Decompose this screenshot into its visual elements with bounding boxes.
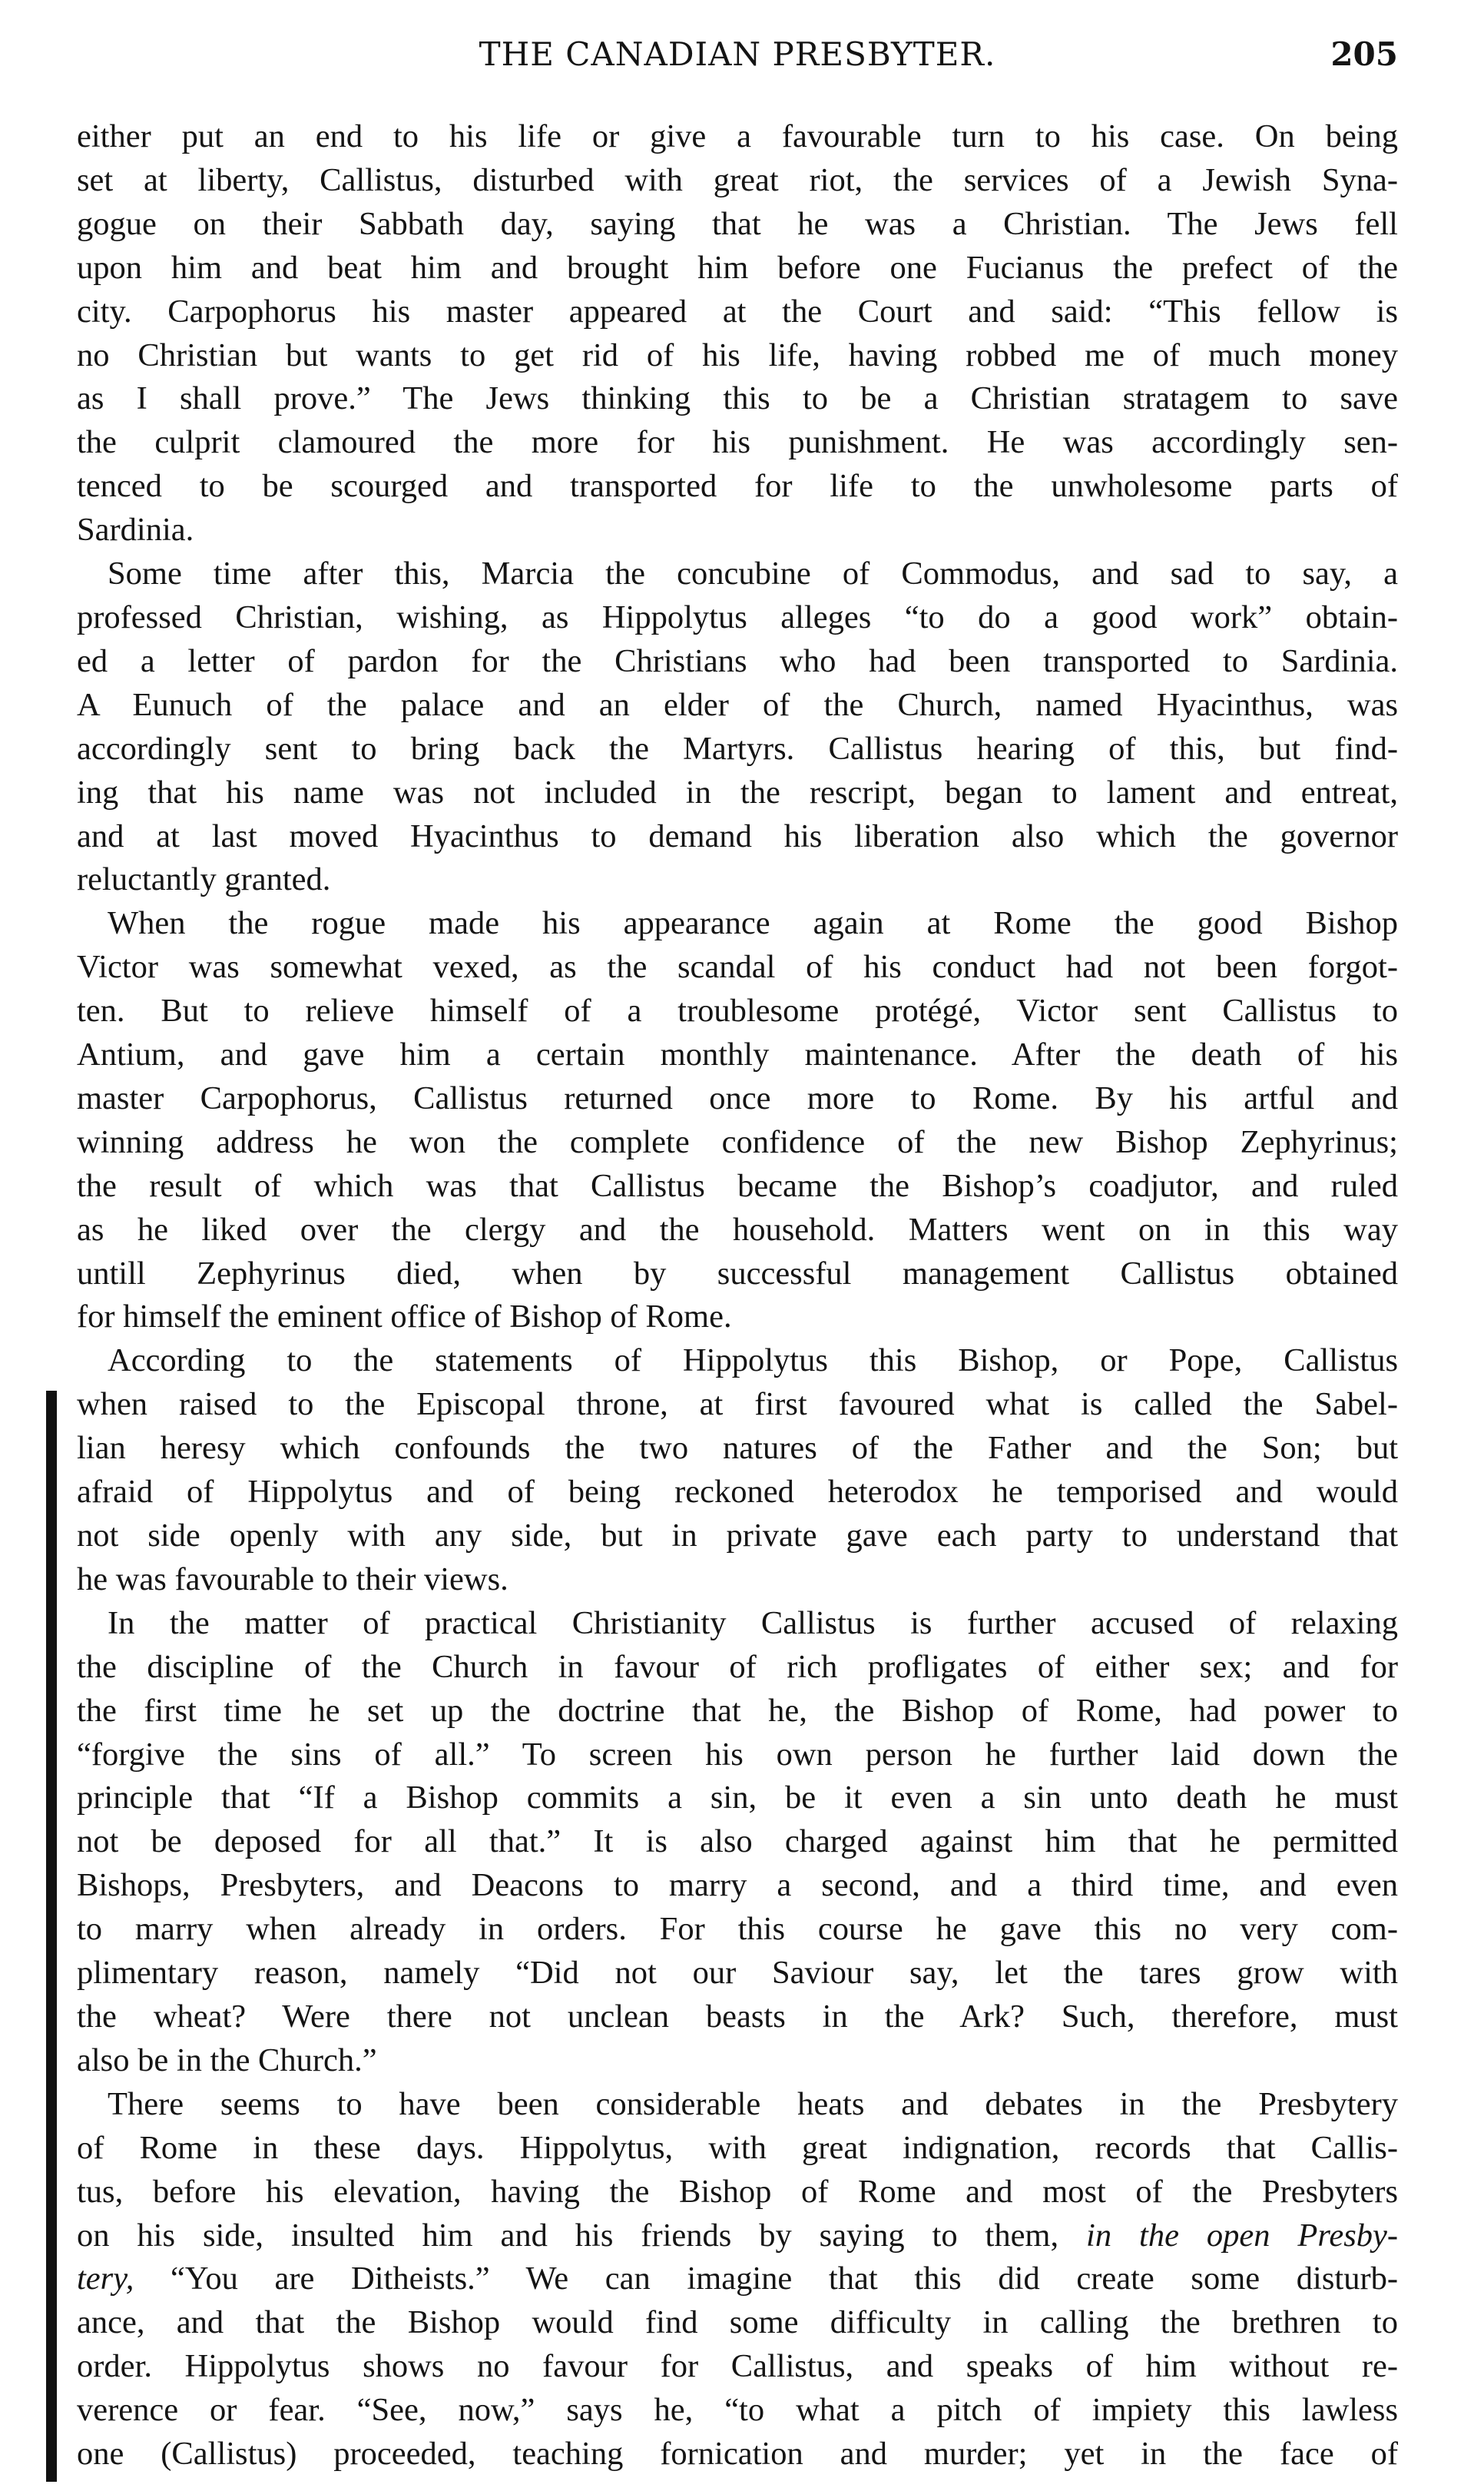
binding-shadow [46,1391,57,2482]
text-line: he was favourable to their views. [77,1561,508,1597]
text-line: of Rome in these days. Hippolytus, with great indignation, records that Callis- [77,2129,1398,2166]
paragraph-5 [77,1602,1398,2083]
text-line: accordingly sent to bring back the Martyrs. Callistus hearing of this, but find- [77,730,1398,767]
text-line: tus, before his elevation, having the Bishop of Rome and most of the Presbyters [77,2173,1398,2210]
text-line: Victor was somewhat vexed, as the scandal of his conduct had not been forgot- [77,949,1398,986]
text-line: as I shall prove.” The Jews thinking this to be a Christian stratagem to save [77,380,1398,417]
text-line: When the rogue made his appearance again at Rome the good Bishop [108,905,1398,942]
running-title: THE CANADIAN PRESBYTER. [479,35,996,73]
text-line: not be deposed for all that.” It is also charged against him that he permitted [77,1823,1398,1860]
italic-phrase: in the open Presby- [1086,2217,1398,2254]
text-line: principle that “If a Bishop commits a sin, be it even a sin unto death he must [77,1780,1398,1816]
text-line: no Christian but wants to get rid of his life, having robbed me of much money [77,337,1398,373]
text-line: ance, and that the Bishop would find some difficulty in calling the brethren to [77,2304,1398,2341]
text-line: There seems to have been considerable heats and debates in the Presbytery [108,2085,1398,2122]
paragraph-2 [77,552,1398,902]
text-line: order. Hippolytus shows no favour for Callistus, and speaks of him without re- [77,2348,1398,2385]
text-line: as he liked over the clergy and the household. Matters went on in this way [77,1211,1398,1248]
text-line: not side openly with any side, but in private gave each party to understand that [77,1517,1398,1554]
text-line: upon him and beat him and brought him before one Fucianus the prefect of the [77,249,1398,286]
body-text [77,115,1398,2476]
text-line: on his side, insulted him and his friends by saying to them, in the open Presby- [77,2217,1398,2254]
paragraph-6 [77,2083,1398,2476]
text-line: the wheat? Were there not unclean beasts in the Ark? Such, therefore, must [77,1998,1398,2035]
paragraph-4 [77,1339,1398,1601]
text-line: the culprit clamoured the more for his punishment. He was accordingly sen- [77,424,1398,461]
text-line: lian heresy which confounds the two natures of the Father and the Son; but [77,1430,1398,1467]
text-line: when raised to the Episcopal throne, at first favoured what is called the Sabel- [77,1386,1398,1423]
text-line: to marry when already in orders. For this course he gave this no very com- [77,1911,1398,1948]
italic-phrase: tery, [77,2260,134,2297]
text-line: the discipline of the Church in favour of rich profligates of either sex; and for [77,1648,1398,1685]
text-line: professed Christian, wishing, as Hippolytus alleges “to do a good work” obtain- [77,599,1398,635]
text-line: “forgive the sins of all.” To screen his own person he further laid down the [77,1736,1398,1773]
text-line: untill Zephyrinus died, when by successful management Callistus obtained [77,1255,1398,1292]
text-line: and at last moved Hyacinthus to demand his liberation also which the governor [77,818,1398,854]
text-line: Antium, and gave him a certain monthly maintenance. After the death of his [77,1037,1398,1073]
text-line: Sardinia. [77,512,194,549]
text-line: gogue on their Sabbath day, saying that he was a Christian. The Jews fell [77,205,1398,242]
text-line: the result of which was that Callistus became the Bishop’s coadjutor, and ruled [77,1167,1398,1204]
running-header [77,22,1398,91]
text-line: master Carpophorus, Callistus returned once more to Rome. By his artful and [77,1080,1398,1116]
text-line: city. Carpophorus his master appeared at the Court and said: “This fellow is [77,293,1398,330]
text-line: verence or fear. “See, now,” says he, “to what a pitch of impiety this lawless [77,2392,1398,2429]
text-line: set at liberty, Callistus, disturbed with great riot, the services of a Jewish Syna- [77,161,1398,198]
text-line: ten. But to relieve himself of a troublesome protégé, Victor sent Callistus to [77,993,1398,1030]
text-line: ed a letter of pardon for the Christians who had been transported to Sardinia. [77,642,1398,679]
text-line: one (Callistus) proceeded, teaching fornication and murder; yet in the face of [77,2436,1398,2473]
text-line: tery, “You are Ditheists.” We can imagine that this did create some disturb- [77,2260,1398,2297]
paragraph-3 [77,902,1398,1339]
text-line: the first time he set up the doctrine that he, the Bishop of Rome, had power to [77,1692,1398,1729]
text-line: plimentary reason, namely “Did not our Saviour say, let the tares grow with [77,1955,1398,1992]
paragraph-1 [77,115,1398,552]
text-line: In the matter of practical Christianity Callistus is further accused of relaxing [108,1604,1398,1641]
text-line: A Eunuch of the palace and an elder of the Church, named Hyacinthus, was [77,686,1398,723]
text-line: Some time after this, Marcia the concubine of Commodus, and sad to say, a [108,556,1398,592]
text-line: either put an end to his life or give a favourable turn to his case. On being [77,118,1398,154]
text-line: tenced to be scourged and transported for life to the unwholesome parts of [77,468,1398,505]
text-line: Bishops, Presbyters, and Deacons to marry a second, and a third time, and even [77,1867,1398,1904]
text-line: also be in the Church.” [77,2042,377,2078]
text-line: for himself the eminent office of Bishop of Rome. [77,1299,732,1335]
text-line: reluctantly granted. [77,861,331,898]
text-line: According to the statements of Hippolytus this Bishop, or Pope, Callistus [108,1342,1398,1379]
text-line: winning address he won the complete confidence of the new Bishop Zephyrinus; [77,1123,1398,1160]
text-line: ing that his name was not included in the rescript, began to lament and entreat, [77,774,1398,811]
page-number: 205 [1330,35,1398,73]
text-line: afraid of Hippolytus and of being reckoned heterodox he temporised and would [77,1474,1398,1511]
